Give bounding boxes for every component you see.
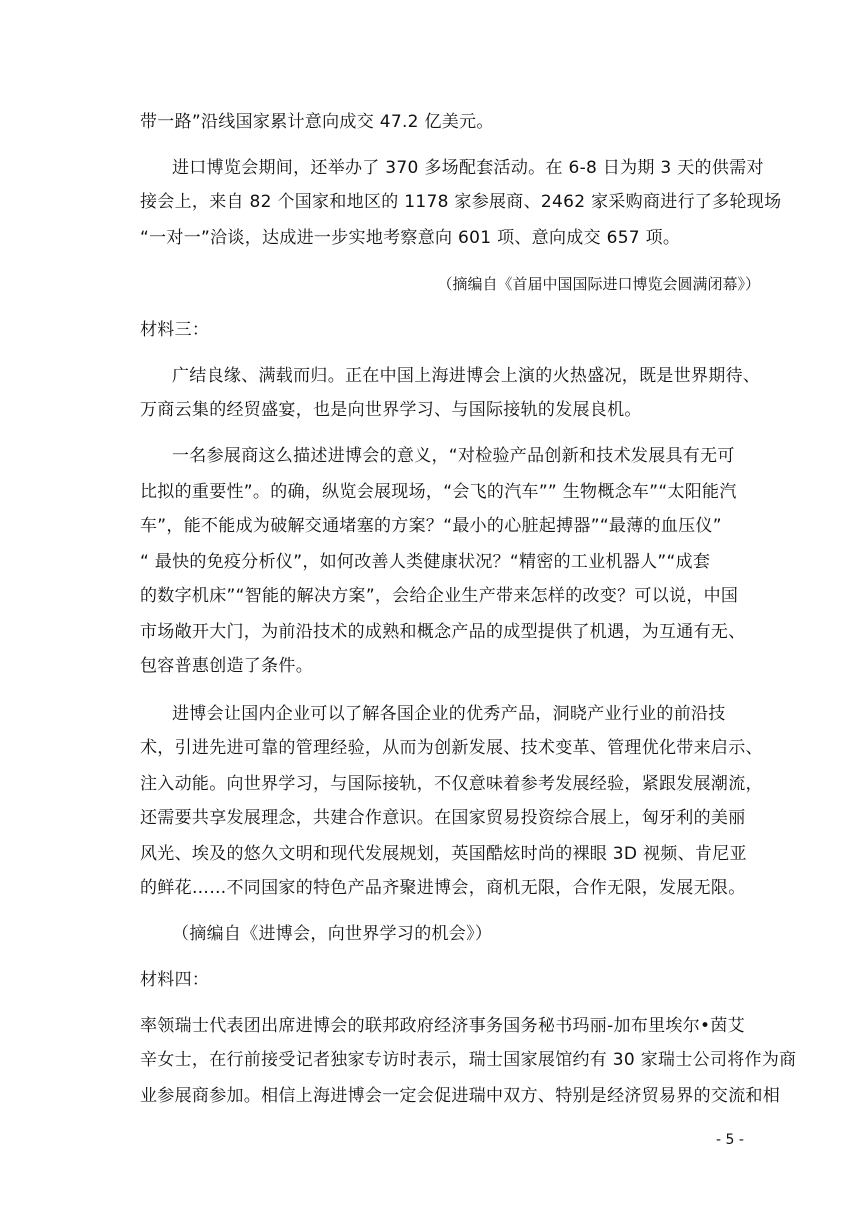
paragraph-line: 比拟的重要性”。的确，纵览会展现场，“会飞的汽车”” 生物概念车”“太阳能汽 [140, 482, 737, 502]
paragraph-line: 进口博览会期间，还举办了 370 多场配套活动。在 6-8 日为期 3 天的供需对 [172, 158, 764, 178]
paragraph-line: 注入动能。向世界学习，与国际接轨，不仅意味着参考发展经验，紧跟发展潮流， [140, 774, 763, 794]
paragraph-line: “ 最快的免疫分析仪”，如何改善人类健康状况？“精密的工业机器人”“成套 [140, 552, 711, 572]
paragraph-line: “一对一”洽谈，达成进一步实地考察意向 601 项、意向成交 657 项。 [140, 228, 681, 248]
section-heading: 材料三： [140, 320, 210, 340]
paragraph-line: 接会上，来自 82 个国家和地区的 1178 家参展商、2462 家采购商进行了多轮现场 [140, 192, 782, 212]
section-heading: 材料四： [140, 970, 210, 990]
paragraph-line: 术，引进先进可靠的管理经验，从而为创新发展、技术变革、管理优化带来启示、 [140, 738, 763, 758]
paragraph-line: 风光、埃及的悠久文明和现代发展规划，英国酷炫时尚的裸眼 3D 视频、肯尼亚 [140, 844, 747, 864]
paragraph-line: 万商云集的经贸盛宴，也是向世界学习、与国际接轨的发展良机。 [140, 400, 642, 420]
paragraph-line: 带一路”沿线国家累计意向成交 47.2 亿美元。 [140, 112, 494, 132]
paragraph-line: 广结良缘、满载而归。正在中国上海进博会上演的火热盛况，既是世界期待、 [172, 366, 761, 386]
paragraph-line: 的鲜花……不同国家的特色产品齐聚进博会，商机无限，合作无限，发展无限。 [140, 878, 746, 898]
paragraph-line: 包容普惠创造了条件。 [140, 656, 313, 676]
paragraph-line: 市场敞开大门，为前沿技术的成熟和概念产品的成型提供了机遇，为互通有无、 [140, 622, 746, 642]
paragraph-line: 一名参展商这么描述进博会的意义，“对检验产品创新和技术发展具有无可 [172, 446, 735, 466]
page-number: - 5 - [716, 1132, 744, 1148]
paragraph-line: 还需要共享发展理念，共建合作意识。在国家贸易投资综合展上，匈牙利的美丽 [140, 808, 746, 828]
paragraph-line: 业参展商参加。相信上海进博会一定会促进瑞中双方、特别是经济贸易界的交流和相 [140, 1086, 781, 1106]
paragraph-line: 进博会让国内企业可以了解各国企业的优秀产品，洞晓产业行业的前沿技 [172, 704, 726, 724]
source-citation: （摘编自《首届中国国际进口博览会圆满闭幕》） [437, 275, 760, 293]
paragraph-line: 率领瑞士代表团出席进博会的联邦政府经济事务国务秘书玛丽-加布里埃尔•茵艾 [140, 1016, 745, 1036]
source-citation: （摘编自《进博会，向世界学习的机会》） [172, 924, 493, 944]
paragraph-line: 车”，能不能成为破解交通堵塞的方案？“最小的心脏起搏器”“最薄的血压仪” [140, 516, 722, 536]
paragraph-line: 的数字机床”“智能的解决方案”，会给企业生产带来怎样的改变？可以说，中国 [140, 586, 739, 606]
paragraph-line: 辛女士，在行前接受记者独家专访时表示，瑞士国家展馆约有 30 家瑞士公司将作为商 [140, 1050, 797, 1070]
